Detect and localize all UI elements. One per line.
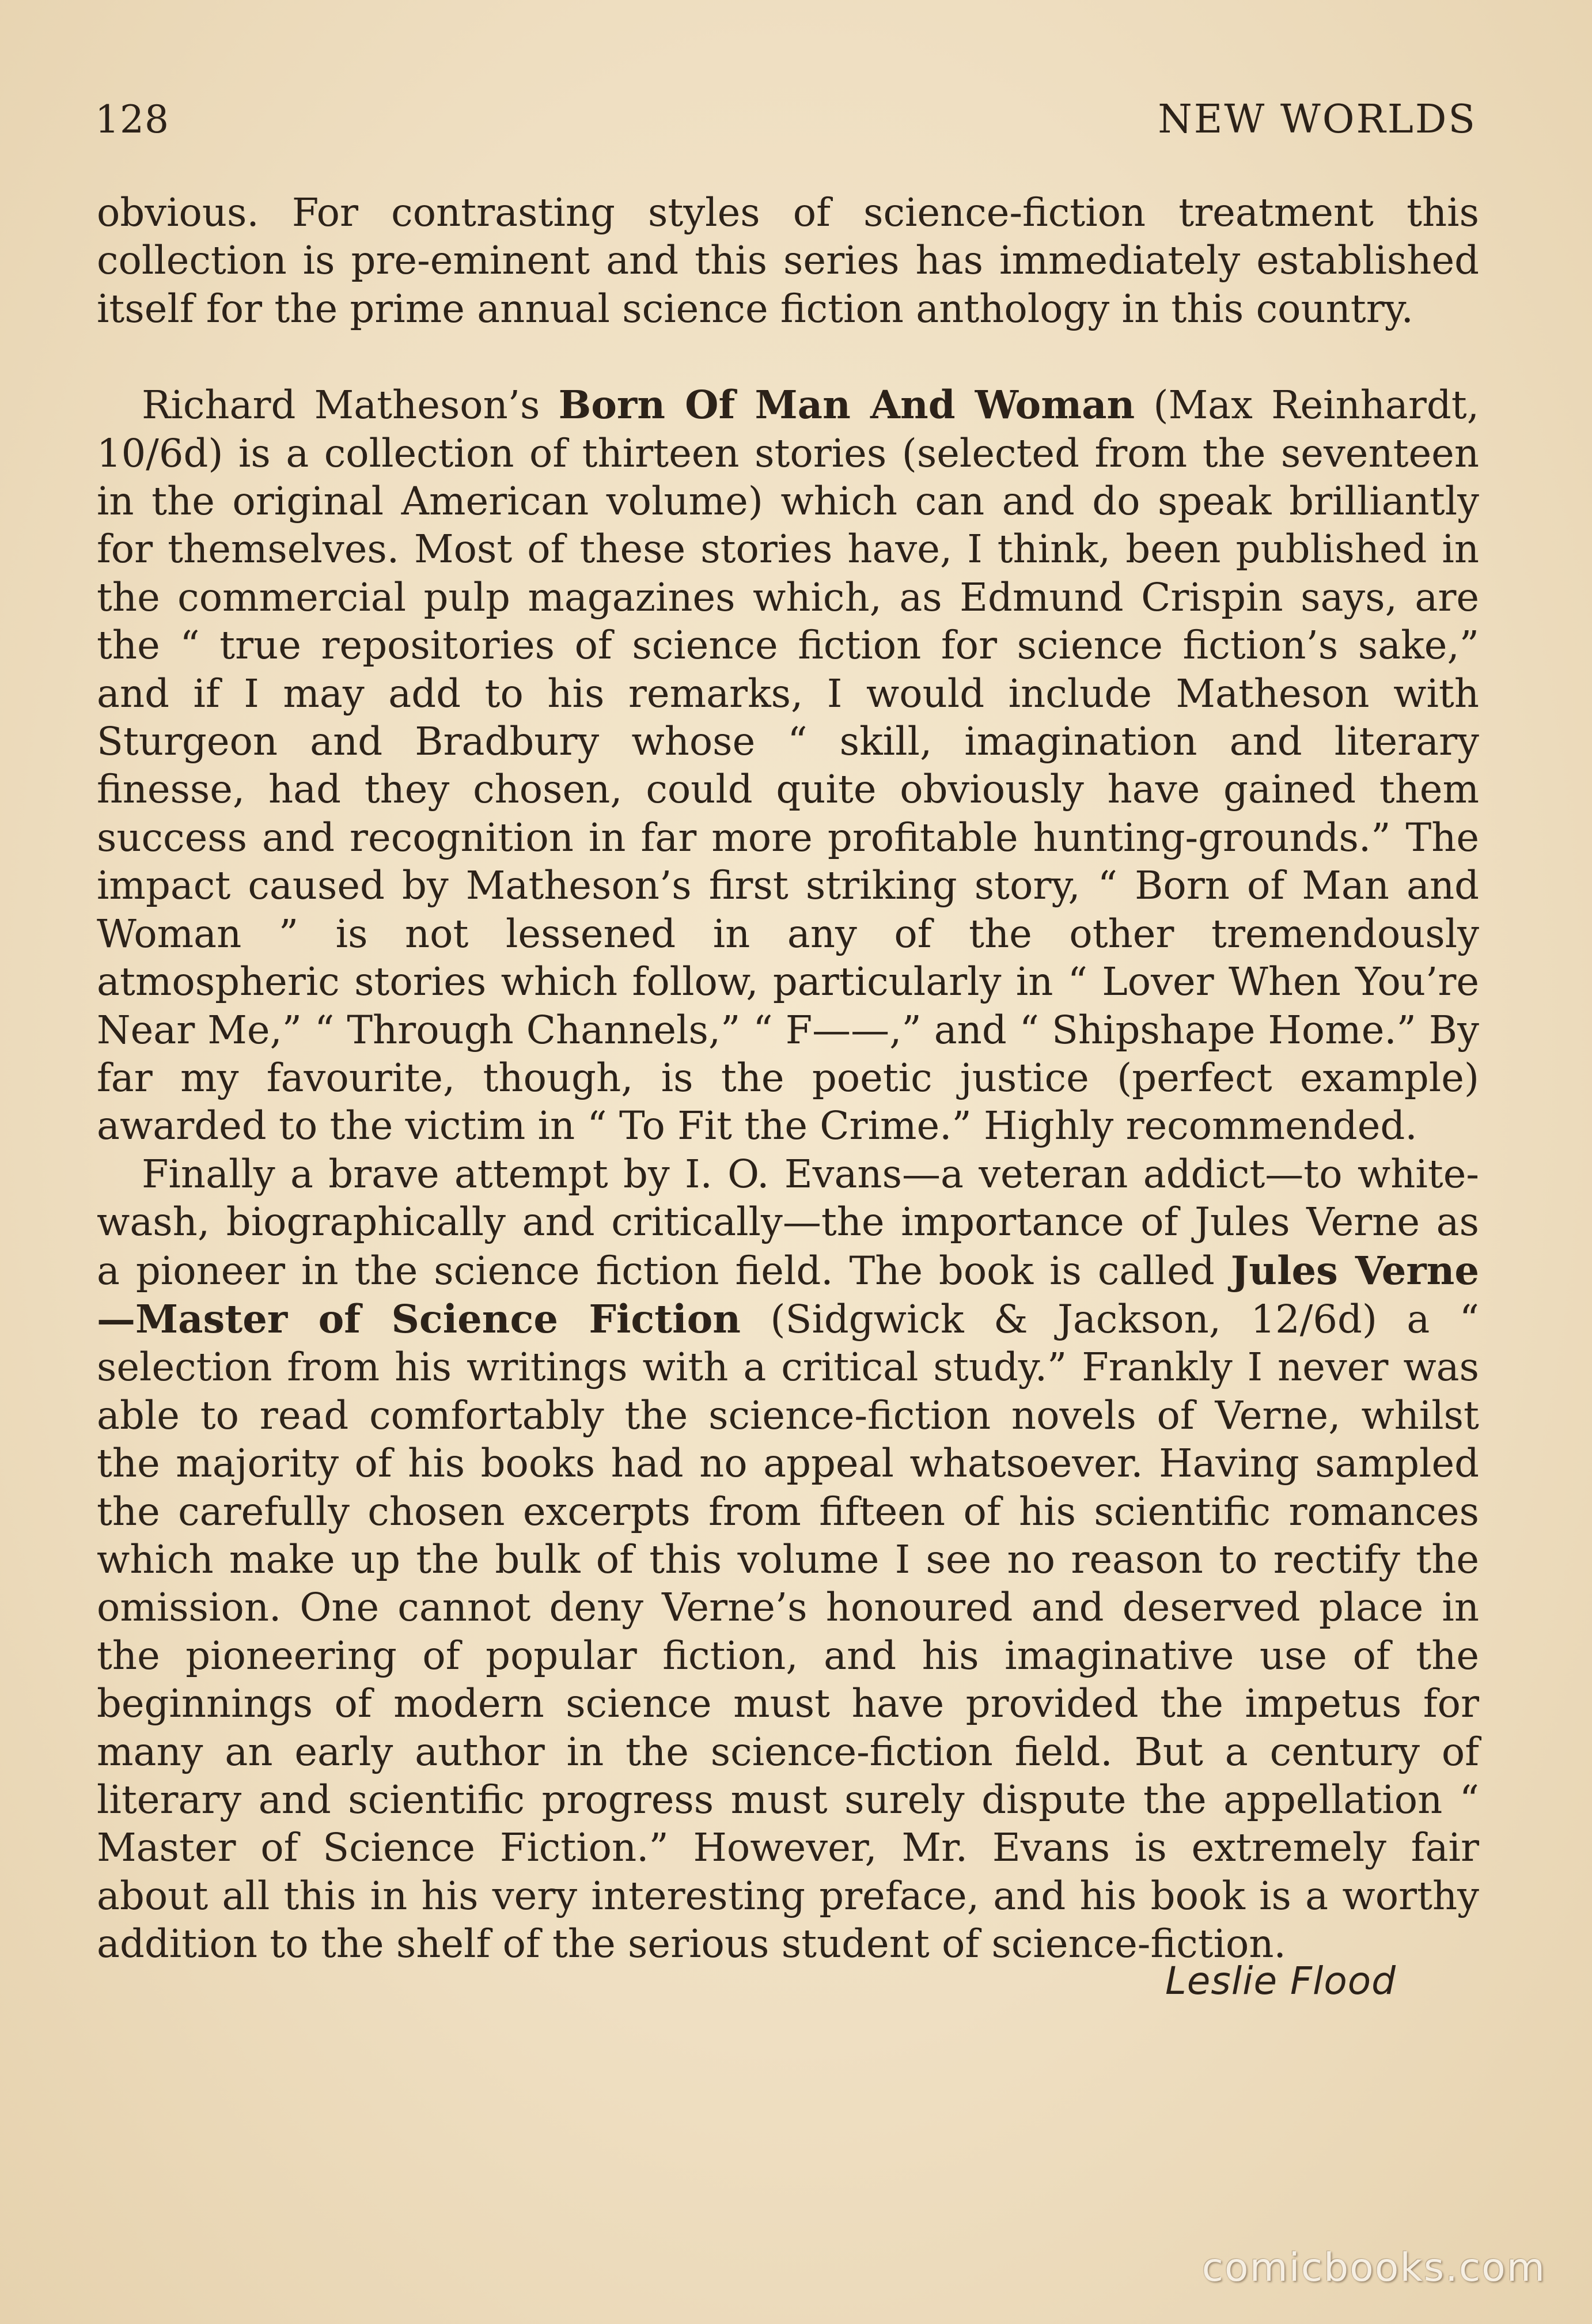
paragraph-text: (Sidgwick & Jackson, 12/6d) a “ selection from his writings with a critical study.” Frankly I never was able to read comfortably the science-fiction novels of Verne, whilst the majority of his books had no appeal whatsoever. Having sampled the carefully chosen excerpts from fifteen of his scientific romances which make up the bulk of this volume I see no reason to rectify the omission. One cannot deny Verne’s honoured and deserved place in the pioneering of popular fiction, and his imaginative use of the beginnings of modern science must have provided the impetus for many an early author in the science-fiction field. But a century of literary and scientific progress must surely dispute the appellation “ Master of Science Fiction.” However, Mr. Evans is extremely fair about all this in his very interesting preface, and his book is a worthy addition to the shelf of the serious student of science-fiction. xyxy=(97,1296,1479,1967)
paragraph-matheson-review xyxy=(97,381,1479,1150)
book-title-jules-verne: Jules Verne —Master of Science Fiction xyxy=(97,1247,1479,1342)
page-number: 128 xyxy=(95,97,169,142)
paragraph-text: (Max Reinhardt, 10/6d) is a collection of thirteen stories (selected from the seventeen in the original American volume) which can and do speak brilliantly for themselves. Most of these stories have, I think, been published in the commercial pulp magazines which, as Edmund Crispin says, are the “ true repositories of science fiction for science fiction’s sake,” and if I may add to his remarks, I would include Matheson with Sturgeon and Bradbury whose “ skill, imagination and literary finesse, had they chosen, could quite obviously have gained them success and recognition in far more profitable hunting-grounds.” The impact caused by Matheson’s first striking story, “ Born of Man and Woman ” is not lessened in any of the other tremendously atmospheric stories which follow, particularly in “ Lover When You’re Near Me,” “ Through Channels,” “ F——,” and “ Shipshape Home.” By far my favourite, though, is the poetic justice (perfect example) awarded to the victim in “ To Fit the Crime.” Highly recommended. xyxy=(97,383,1479,1149)
paragraph-verne-review xyxy=(97,1150,1479,1969)
paragraph-text: Finally a brave attempt by I. O. Evans—a veteran addict—to white-wash, biographically and critically—the importance of Jules Verne as a pioneer in the science fiction field. The book is called xyxy=(97,1151,1479,1293)
site-watermark: comicbooks.com xyxy=(1201,2245,1546,2291)
paragraph-text: Richard Matheson’s xyxy=(142,383,559,428)
running-head xyxy=(95,97,1477,149)
journal-title: NEW WORLDS xyxy=(1158,97,1477,142)
review-body xyxy=(97,189,1479,1969)
author-signature: Leslie Flood xyxy=(1165,1959,1396,2003)
paragraph-continuation: obvious. For contrasting styles of science-fiction treatment this collection is pre-eminent and this series has immediately established itself for the prime annual science fiction anthology in this country. xyxy=(97,190,1479,331)
book-title-born-of-man-and-woman: Born Of Man And Woman xyxy=(558,382,1135,428)
